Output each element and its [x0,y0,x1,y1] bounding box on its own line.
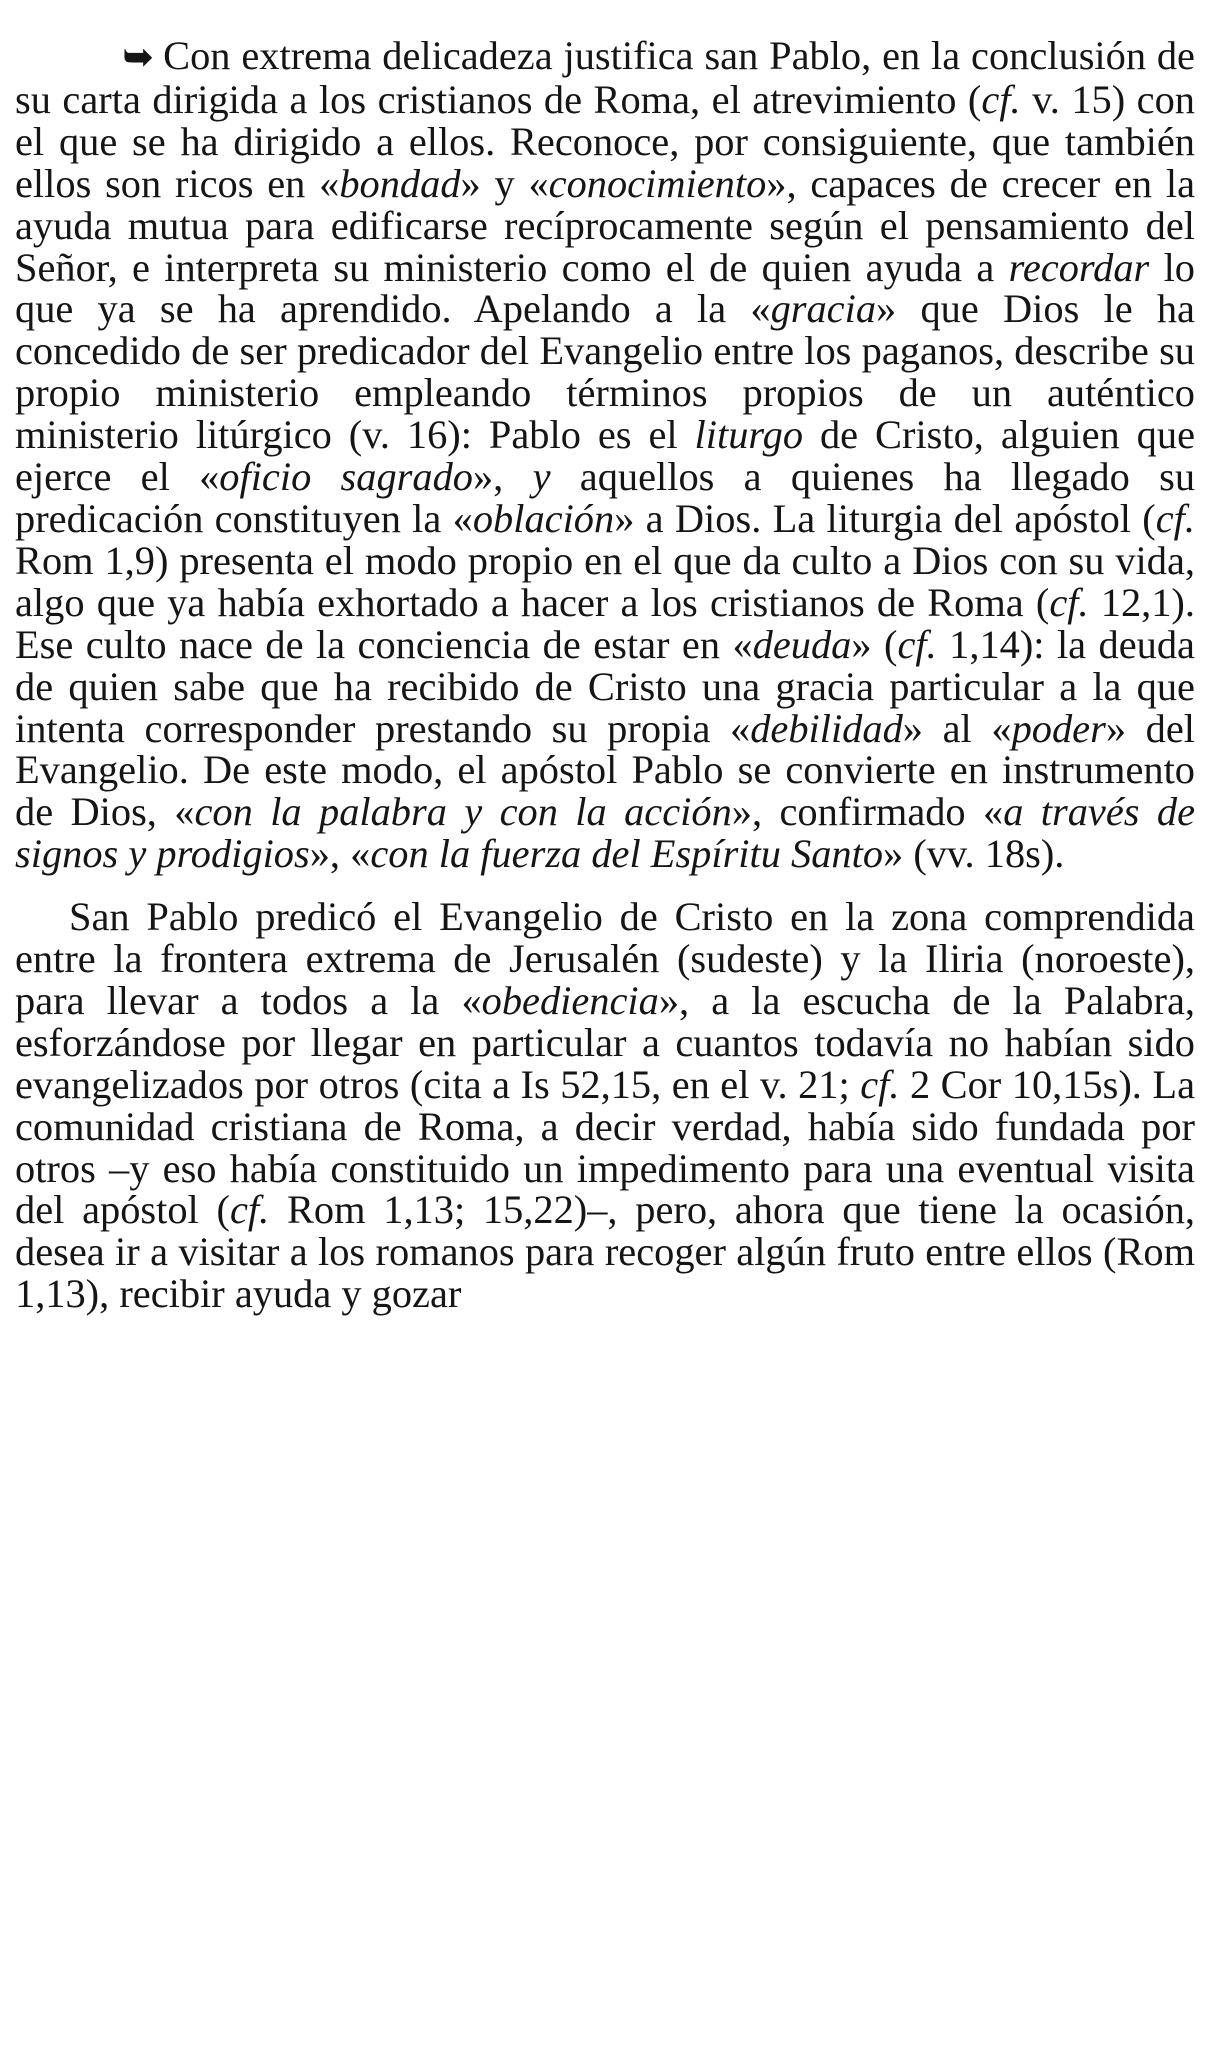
right-arrow-icon: ➥ [123,37,154,77]
italic-text-run: con la fuerza del Espíritu Santo [370,831,884,877]
italic-text-run: obediencia [481,977,659,1023]
text-run: », [472,454,533,500]
text-run: » y « [460,160,549,206]
italic-text-run: poder [1011,705,1106,751]
italic-text-run: conocimiento [548,160,767,206]
italic-text-run: con la palabra y con la acción [194,789,732,835]
text-run: de Cristo, alguien que ejerce el « [15,412,1196,500]
italic-text-run: oblación [472,495,615,541]
text-run: v. 15) con el que se ha dirigido a ellos. Reconoce, por consiguiente, que también ellos son ricos en « [15,76,1195,206]
text-run: », confirmado « [731,789,1004,835]
text-run: lo que ya se ha aprendido. Apelando a la « [15,244,1195,332]
text-run: San Pablo predicó el Evangelio de Cristo en la zona comprendida entre la frontera extrema de Jerusalén (sudeste) y la Iliria (noroeste), para llevar a todos a la « [15,894,1195,1023]
italic-text-run: cf. [229,1187,270,1233]
italic-text-run: a través de signos y prodigios [15,789,1196,877]
italic-text-run: cf. [1155,495,1195,541]
text-run: » a Dios. La liturgia del apóstol ( [614,495,1156,541]
italic-text-run: cf. [1049,579,1089,625]
text-run: » al « [902,705,1012,751]
text-run: », a la escucha de la Palabra, esforzándose por llegar en particular a cuantos todavía no habían sido evangelizados por otros (cita a Is 52,15, en el v. 21; [15,977,1195,1107]
italic-text-run: cf. [981,76,1021,122]
italic-text-run: bondad [339,160,461,206]
text-run: 12,1). Ese culto nace de la conciencia de estar en « [15,579,1195,667]
text-run: » que Dios le ha concedido de ser predicador del Evangelio entre los paganos, describe su propio ministerio empleando términos propios de un auténtico ministerio litúrgico (v. 16): Pablo es el [15,286,1195,458]
text-run: » (vv. 18s). [883,831,1065,877]
text-run: » del Evangelio. De este modo, el apóstol Pablo se convierte en instrumento de Dios, « [15,705,1195,835]
document-page [15,35,1195,1315]
italic-text-run: deuda [752,621,852,667]
text-run: », capaces de crecer en la ayuda mutua para edificarse recíprocamente según el pensamiento del Señor, e interpreta su ministerio como el de quien ayuda a [15,160,1196,290]
text-run: Con extrema delicadeza justifica san Pablo, en la conclusión de su carta dirigida a los cristianos de Roma, el atrevimiento ( [15,33,1195,122]
paragraph-1 [15,35,1195,875]
italic-text-run: recordar [1008,244,1150,290]
text-run: aquellos a quienes ha llegado su predicación constituyen la « [15,454,1196,541]
text-run: », « [309,831,371,877]
text-run: 1,14): la deuda de quien sabe que ha recibido de Cristo una gracia particular a la que intenta corresponder prestando su propia « [15,621,1195,751]
paragraph-2-body [15,894,1195,1316]
italic-text-run: cf. [897,621,937,667]
text-run: Rom 1,9) presenta el modo propio en el que da culto a Dios con su vida, algo que ya había exhortado a hacer a los cristianos de Roma ( [15,537,1195,625]
paragraph-1-body [15,33,1195,876]
italic-text-run: cf. [860,1061,900,1107]
italic-text-run: y [532,454,551,500]
italic-text-run: debilidad [750,705,903,751]
italic-text-run: gracia [770,286,877,332]
italic-text-run: liturgo [694,412,804,458]
text-run: 2 Cor 10,15s). La comunidad cristiana de Roma, a decir verdad, había sido fundada por otros –y eso había constituido un impedimento para una eventual visita del apóstol ( [15,1061,1195,1233]
text-run: Rom 1,13; 15,22)–, pero, ahora que tiene la ocasión, desea ir a visitar a los romanos para recoger algún fruto entre ellos (Rom 1,13), recibir ayuda y gozar [15,1187,1195,1317]
text-run: » ( [851,621,898,667]
paragraph-2 [15,896,1195,1315]
italic-text-run: oficio sagrado [219,454,473,500]
